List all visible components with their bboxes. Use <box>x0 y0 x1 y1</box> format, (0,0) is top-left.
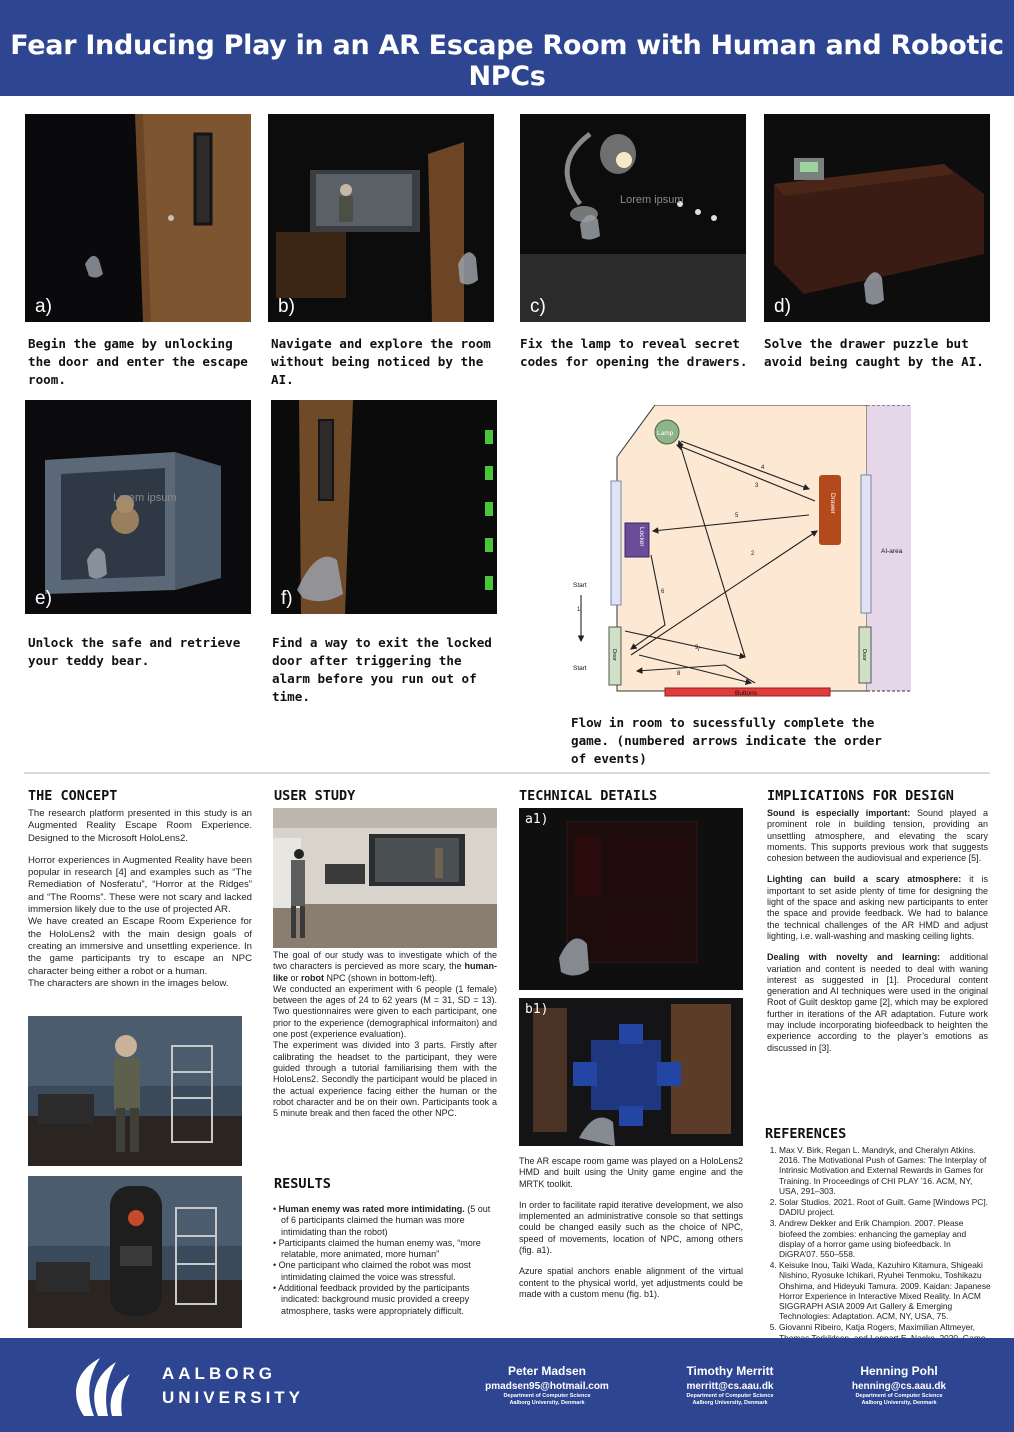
user-study-heading: USER STUDY <box>274 788 356 804</box>
results-bullet-2: • Participants claimed the human enemy was, “more relatable, more animated, more human” <box>273 1237 481 1260</box>
panel-a-image <box>25 114 251 322</box>
user-study-paragraph-2: We conducted an experiment with 6 people (1 female) between the ages of 24 to 62 years (M = 31, SD = 13). Two questionnaires were given to each participant, one prior to the experience (demographical informaiton) and one post (experience evaluation). <box>273 983 497 1040</box>
concept-paragraph-2: Horror experiences in Augmented Reality have been popular in research [4] and examples such as “The Remediation of Nosferatu”, “Horror at the Ridges” and “The Rooms”. These were not scary and lacked immersion likely due to the use of projected AR. <box>28 854 252 916</box>
panel-b-caption: Navigate and explore the room without being noticed by the AI. <box>271 336 491 387</box>
fig-b1-label: b1) <box>525 1002 549 1017</box>
panel-c-caption: Fix the lamp to reveal secret codes for opening the drawers. <box>520 336 748 369</box>
panel-b-image <box>268 114 494 322</box>
panel-a-label: a) <box>35 296 52 317</box>
panel-d-label: d) <box>774 296 791 317</box>
concept-heading: THE CONCEPT <box>28 788 118 804</box>
author-3-email[interactable]: henning@cs.aau.dk <box>851 1381 947 1392</box>
custom-menu-image <box>519 998 743 1146</box>
left-door-label: Door <box>611 649 617 661</box>
concept-paragraph-1: The research platform presented in this study is an Augmented Reality Escape Room Experience. Designed to the Microsoft HoloLens2. <box>28 808 252 844</box>
panel-c-overlay-text: Lorem ipsum <box>620 194 684 206</box>
technical-paragraph-3: Azure spatial anchors enable alignment of the virtual content to the physical world, yet adjustments could be made with a custom menu (fig. b1). <box>519 1266 743 1299</box>
concept-paragraph-3: We have created an Escape Room Experience for the HoloLens2 with the main design goals of creating an immersive and unsettling experience. In the game participants try to escape an NPC character being either a robot or a human. <box>28 916 252 977</box>
results-bullet-3: • One participant who claimed the robot was most intimidating claimed the voice was stressful. <box>273 1260 471 1282</box>
panel-f-label: f) <box>281 588 293 609</box>
implications-heading: IMPLICATIONS FOR DESIGN <box>767 788 954 804</box>
panel-e-caption: Unlock the safe and retrieve your teddy bear. <box>28 635 241 668</box>
buttons-label: Buttons <box>735 690 758 697</box>
results-bullet-4: • Additional feedback provided by the participants indicated: background music provided a creepy atmosphere, tasks were appropriately difficult. <box>273 1283 470 1316</box>
admin-console-image <box>519 808 743 990</box>
panel-e-image <box>25 400 251 614</box>
start-label-1: Start <box>573 582 587 589</box>
aau-logo-icon <box>60 1356 140 1418</box>
fig-a1-label: a1) <box>525 812 549 827</box>
start-label-2: Start <box>573 665 587 672</box>
arrow-number-8: 8 <box>677 671 681 677</box>
author-3: Henning Pohl henning@cs.aau.dk Department of Computer Science Aalborg University, Denmark <box>799 1364 999 1407</box>
implication-3: Dealing with novelty and learning: additional variation and content is needed to deal with waning interest as suggested in [1]. Procedural content generation and AI techniques were used in the original Root of Guilt desktop game [2], which may be explored further in iterations of the AR adaptation. Future work may include incorporating biofeedback to heighten the experience according to the player’s emotions as discussed in [3]. <box>767 952 988 1053</box>
arrow-number-5: 5 <box>735 513 739 519</box>
reference-item: 4. Keisuke Inou, Taiki Wada, Kazuhiro Kitamura, Shigeaki Nishino, Ryosuke Ichikari, Ryuhei Tenmoku, Toshikazu Ohshima, and Hideyuki Tamura. 2009. Kaidan: Japanese Horror Experience in Interactive Mixed Reality. In ACM SIGGRAPH ASIA 2009 Art Gallery & Emerging Technologies: Adaptation. ACM, NY, USA, 75. <box>779 1260 991 1321</box>
reference-item: 1. Max V. Birk, Regan L. Mandryk, and Cheralyn Atkins. 2016. The Motivational Push of Games: The Interplay of Intrinsic Motivation and External Rewards in Games for Training. In Proceedings of CHI PLAY ’16. ACM, NY, USA, 291–303. <box>779 1145 991 1196</box>
human-npc-image <box>28 1016 242 1166</box>
implication-1: Sound is especially important: Sound played a prominent role in building tension, providing an unsettling atmosphere, and elevating the scary moments. This supports previous work that suggests cohesion between the audiovisual and experience [5]. <box>767 808 988 864</box>
title-banner <box>0 0 1014 96</box>
section-divider <box>24 772 990 774</box>
arrow-number-2: 2 <box>751 551 755 557</box>
reference-item: 2. Solar Studios. 2021. Root of Guilt. Game [Windows PC]. DADIU project. <box>779 1197 991 1217</box>
arrow-number-6: 6 <box>661 589 665 595</box>
concept-paragraph-4: The characters are shown in the images below. <box>28 977 229 989</box>
implications-text <box>767 808 988 1064</box>
user-study-paragraph-3: The experiment was divided into 3 parts. Firstly after calibrating the headset to the participant, they were guided through a tutorial familiarising them with the HoloLens2. Secondly the participant would be placed in the actual experience facing either the human or the robot character and be on their own. Participants took a 5 minute break and then faced the other NPC. <box>273 1040 497 1119</box>
user-study-text <box>273 950 497 1129</box>
results-bullet-1: • Human enemy was rated more intimidating. (5 out of 6 participants claimed the human was more intimidating than the robot) <box>273 1204 491 1237</box>
user-study-paragraph-1: The goal of our study was to investigate which of the two characters is percieved as more scary, the human-like or robot NPC (shown in bottom-left). <box>273 950 497 983</box>
panel-e-label: e) <box>35 588 52 609</box>
poster-title: Fear Inducing Play in an AR Escape Room with Human and Robotic NPCs <box>10 30 1004 92</box>
arrow-number-9: 9 <box>695 645 699 651</box>
results-heading: RESULTS <box>274 1176 331 1192</box>
panel-e-overlay-text: Lorem ipsum <box>113 492 177 504</box>
user-study-photo <box>273 808 497 948</box>
results-list <box>273 1204 497 1317</box>
author-2-email[interactable]: merritt@cs.aau.dk <box>686 1381 774 1392</box>
technical-paragraph-2: In order to facilitate rapid iterative development, we also implemented an administrative console so that settings could be changed easily such as the choice of NPC, speed of movements, location of NPC, among others (fig. a1). <box>519 1199 743 1256</box>
ai-area-label: AI-area <box>881 548 903 555</box>
robot-npc-image <box>28 1176 242 1328</box>
panel-d-caption: Solve the drawer puzzle but avoid being caught by the AI. <box>764 336 984 369</box>
locker-label: Locker <box>638 527 645 547</box>
technical-paragraph-1: The AR escape room game was played on a HoloLens2 HMD and built using the Unity game engine and the MRTK toolkit. <box>519 1156 743 1189</box>
right-door-label: Door <box>861 649 867 661</box>
author-2: Timothy Merritt merritt@cs.aau.dk Department of Computer Science Aalborg University, Denmark <box>630 1364 830 1407</box>
room-flow-diagram <box>565 405 915 705</box>
panel-c-label: c) <box>530 296 546 317</box>
reference-item: 5. Giovanni Ribeiro, Katja Rogers, Maximilian Altmeyer, <box>779 1322 991 1373</box>
panel-b-label: b) <box>278 296 295 317</box>
references-heading: REFERENCES <box>765 1126 847 1142</box>
author-1-email[interactable]: pmadsen95@hotmail.com <box>485 1381 609 1392</box>
arrow-number-4: 4 <box>761 465 765 471</box>
concept-text <box>28 808 252 1000</box>
panel-c-image <box>520 114 746 322</box>
arrow-number-7: 7 <box>697 647 701 653</box>
lamp-label: Lamp <box>657 430 674 437</box>
arrow-number-1: 1 <box>577 607 581 613</box>
technical-heading: TECHNICAL DETAILS <box>519 788 658 804</box>
panel-f-image <box>271 400 497 614</box>
reference-item: 3. Andrew Dekker and Erik Champion. 2007. Please biofeed the zombies: enhancing the gameplay and display of a horror game using biofeedback. In DiGRA’07. 550–558. <box>779 1218 991 1259</box>
drawer-label: Drawer <box>829 493 836 514</box>
panel-f-caption: Find a way to exit the locked door after triggering the alarm before you run out of time. <box>272 635 492 704</box>
author-1: Peter Madsen pmadsen95@hotmail.com Department of Computer Science Aalborg University, Denmark <box>447 1364 647 1407</box>
panel-a-caption: Begin the game by unlocking the door and enter the escape room. <box>28 336 248 387</box>
right-wall-window <box>861 475 871 613</box>
technical-text <box>519 1156 743 1310</box>
arrow-number-3: 3 <box>755 483 759 489</box>
panel-d-image <box>764 114 990 322</box>
left-wall-window <box>611 481 621 605</box>
implication-2: Lighting can build a scary atmosphere: it is important to set aside plenty of time for designing the light of the space and asking new participants to enter the space and provide feedback. We had to balance the technical challenges of the AR HMD and adjust lighting, i.e. wall-washing and masking ceiling lights. <box>767 874 988 941</box>
university-name: AALBORG UNIVERSITY <box>162 1364 305 1407</box>
flow-caption: Flow in room to sucessfully complete the game. (numbered arrows indicate the order of events) <box>571 715 882 766</box>
